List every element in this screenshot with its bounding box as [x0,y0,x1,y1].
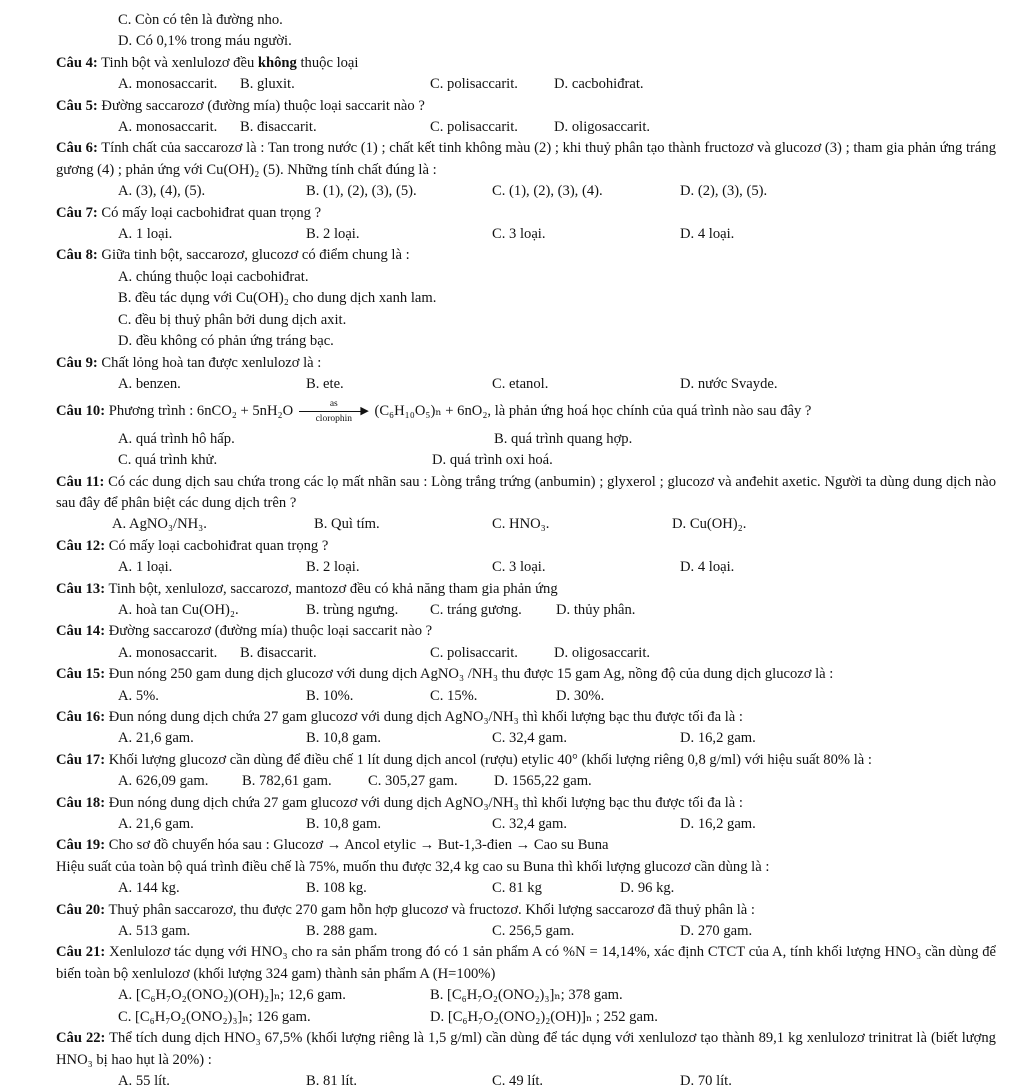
question-16: Câu 16: Đun nóng dung dịch chứa 27 gam glucozơ với dung dịch AgNO₃/NH₃ thì khối lượng bạc thu được tối đa là : [56,709,743,725]
emphasis: không [257,54,297,71]
option-d: D. nước Svayde. [680,375,778,392]
option-d: D. cacbohiđrat. [554,76,644,93]
options-row [56,771,996,792]
option-c: C. 3 loại. [492,559,546,576]
option-d: D. oligosaccarit. [554,119,651,136]
option-a: A. hoà tan Cu(OH)₂. [118,601,239,618]
arrow-condition-top: as [329,398,338,409]
option-b: B. 10,8 gam. [306,816,381,833]
option-c: C. Còn có tên là đường nho. [118,12,283,28]
question-22: Câu 22: Thể tích dung dịch HNO₃ 67,5% (khối lượng riêng là 1,5 g/ml) cần dùng để tác dụng với xenlulozơ tạo thành 89,1 kg xenlulozơ trinitrat là (biết lượng HNO₃ bị hao hụt là 20%) : [56,1030,996,1068]
option-b: B. 2 loại. [306,226,360,243]
option-c: C. 49 lít. [492,1072,544,1089]
option-d: D. oligosaccarit. [554,644,651,661]
option-a: A. 513 gam. [118,923,191,940]
option-b: B. 10,8 gam. [306,730,381,747]
options-row [56,374,996,395]
option-a: A. (3), (4), (5). [118,183,206,200]
option-c: C. quá trình khử. [118,452,218,469]
option-d: D. 4 loại. [680,226,735,243]
options-row [56,643,996,664]
option-b: B. đisaccarit. [240,644,317,661]
option-d: D. quá trình oxi hoá. [432,452,553,469]
options-row [56,985,996,1006]
option-b: B. 782,61 gam. [242,773,332,790]
question-8: Câu 8: Giữa tinh bột, saccarozơ, glucozơ có điểm chung là : [56,247,410,264]
question-6: Câu 6: Tính chất của saccarozơ là : Tan trong nước (1) ; chất kết tinh không màu (2) ; khi thuỷ phân tạo thành fructozơ và glucozơ (3) ; tham gia phản ứng tráng gương (4) ; phản ứng với Cu(OH)₂ (5). Những tính chất đúng là : [56,140,996,178]
option-d: D. [C₆H₇O₂(ONO₂)₂(OH)]ₙ ; 252 gam. [430,1008,658,1025]
question-4: Câu 4: Tinh bột và xenlulozơ đều không thuộc loại [56,54,359,71]
option-d: D. 4 loại. [680,559,735,576]
option-a: A. monosaccarit. [118,644,218,661]
question-11: Câu 11: Có các dung dịch sau chứa trong các lọ mất nhãn sau : Lòng trắng trứng (anbumin) ; glyxerol ; glucozơ và anđehit axetic. Người ta dùng dung dịch nào sau đây để phân biệt các dung dịch trên ? [56,473,996,511]
option-b: B. 81 lít. [306,1072,358,1089]
question-20: Câu 20: Thuỷ phân saccarozơ, thu được 270 gam hỗn hợp glucozơ và fructozơ. Khối lượng saccarozơ đã thuỷ phân là : [56,901,755,918]
options-row [56,429,996,450]
options-row [56,1071,996,1092]
option-a: A. 626,09 gam. [118,773,209,790]
option-b: B. quá trình quang hợp. [494,430,633,447]
option-a: A. 21,6 gam. [118,730,194,747]
question-13: Câu 13: Tinh bột, xenlulozơ, saccarozơ, mantozơ đều có khả năng tham gia phản ứng [56,580,558,597]
option-d: D. Có 0,1% trong máu người. [118,33,292,50]
option-a: A. quá trình hô hấp. [118,430,235,447]
option-c: C. đều bị thuỷ phân bởi dung dịch axit. [118,311,347,328]
option-a: A. monosaccarit. [118,76,218,93]
options-row [56,600,996,621]
option-c: C. 81 kg [492,880,542,897]
option-b: B. [C₆H₇O₂(ONO₂)₃]ₙ; 378 gam. [430,987,623,1004]
question-21: Câu 21: Xenlulozơ tác dụng với HNO₃ cho ra sản phẩm trong đó có 1 sản phẩm A có %N = 14,14%, xác định CTCT của A, tính khối lượng HNO₃ cần dùng để biến toàn bộ xenlulozơ (khối lượng 324 gam) thành sản phẩm A (H=100%) [56,944,996,982]
question-15: Câu 15: Đun nóng 250 gam dung dịch glucozơ với dung dịch AgNO₃ /NH₃ thu được 15 gam Ag, nồng độ của dung dịch glucozơ là : [56,666,834,683]
options-row [56,514,996,535]
options-row [56,74,996,95]
option-c: C. polisaccarit. [430,119,518,136]
options-row [56,1007,996,1028]
options-row [56,728,996,749]
option-a: A. 5%. [118,687,159,704]
option-c: C. HNO₃. [492,516,550,533]
options-row [56,921,996,942]
options-row [56,450,996,471]
option-d: D. thủy phân. [556,601,636,618]
option-c: C. 305,27 gam. [368,773,458,790]
question-5: Câu 5: Đường saccarozơ (đường mía) thuộc loại saccarit nào ? [56,97,425,114]
options-row [56,224,996,245]
option-d: D. đều không có phản ứng tráng bạc. [118,333,334,350]
option-b: B. Quì tím. [314,516,380,533]
option-b: B. 288 gam. [306,923,378,940]
option-c: C. etanol. [492,375,549,392]
question-14: Câu 14: Đường saccarozơ (đường mía) thuộc loại saccarit nào ? [56,623,433,640]
options-row [56,181,996,202]
option-b: B. trùng ngưng. [306,601,399,618]
options-row [56,814,996,835]
question-9: Câu 9: Chất lỏng hoà tan được xenlulozơ là : [56,354,322,371]
option-c: C. (1), (2), (3), (4). [492,183,603,200]
question-7: Câu 7: Có mấy loại cacbohiđrat quan trọng ? [56,204,322,221]
option-d: D. 1565,22 gam. [494,773,592,790]
option-c: C. tráng gương. [430,601,522,618]
question-17: Câu 17: Khối lượng glucozơ cần dùng để điều chế 1 lít dung dịch ancol (rượu) etylic 40° (khối lượng riêng 0,8 g/ml) với hiệu suất 80% là : [56,751,872,768]
option-d: D. 270 gam. [680,923,753,940]
question-label: Câu 4: [56,54,98,71]
option-c: C. 15%. [430,687,478,704]
option-c: C. 32,4 gam. [492,816,567,833]
option-a: A. AgNO₃/NH₃. [112,516,207,533]
option-b: B. đều tác dụng với Cu(OH)₂ cho dung dịch xanh lam. [118,290,437,307]
option-a: A. chúng thuộc loại cacbohiđrat. [118,268,309,285]
option-d: D. (2), (3), (5). [680,183,768,200]
option-b: B. ete. [306,375,344,392]
reaction-arrow: as ▶ clorophin [299,402,369,422]
question-19: Câu 19: Cho sơ đồ chuyển hóa sau : Glucozơ → Ancol etylic → But-1,3-đien → Cao su Buna [56,837,609,854]
option-a: A. 55 lít. [118,1072,170,1089]
option-b: B. 10%. [306,687,354,704]
option-b: B. đisaccarit. [240,119,317,136]
option-c: C. 256,5 gam. [492,923,575,940]
option-a: A. monosaccarit. [118,119,218,136]
option-c: C. polisaccarit. [430,76,518,93]
option-c: C. polisaccarit. [430,644,518,661]
option-d: D. 16,2 gam. [680,730,756,747]
option-a: A. benzen. [118,375,181,392]
question-12: Câu 12: Có mấy loại cacbohiđrat quan trọng ? [56,537,329,554]
option-d: D. 30%. [556,687,605,704]
option-c: C. [C₆H₇O₂(ONO₂)₃]ₙ; 126 gam. [118,1008,311,1025]
question-19-continued: Hiệu suất của toàn bộ quá trình điều chế là 75%, muốn thu được 32,4 kg cao su Buna thì khối lượng glucozơ cần dùng là : [56,858,770,875]
options-row [56,557,996,578]
option-d: D. 96 kg. [620,880,675,897]
option-c: C. 32,4 gam. [492,730,567,747]
options-row [56,878,996,899]
options-row [56,117,996,138]
question-18: Câu 18: Đun nóng dung dịch chứa 27 gam glucozơ với dung dịch AgNO₃/NH₃ thì khối lượng bạc thu được tối đa là : [56,794,743,811]
options-row [56,686,996,707]
option-d: D. 70 lít. [680,1072,732,1089]
option-c: C. 3 loại. [492,226,546,243]
option-a: A. [C₆H₇O₂(ONO₂)(OH)₂]ₙ; 12,6 gam. [118,987,346,1004]
option-a: A. 21,6 gam. [118,816,194,833]
option-b: B. 2 loại. [306,559,360,576]
question-10: Câu 10: Phương trình : 6nCO₂ + 5nH₂O as ▶ clorophin (C₆H₁₀O₅)ₙ + 6nO₂, là phản ứng hoá học chính của quá trình nào sau đây ? [56,398,812,424]
option-a: A. 1 loại. [118,226,173,243]
option-a: A. 1 loại. [118,559,173,576]
option-b: B. gluxit. [240,76,295,93]
option-b: B. (1), (2), (3), (5). [306,183,417,200]
option-d: D. 16,2 gam. [680,816,756,833]
arrow-condition-bottom: clorophin [315,413,353,424]
option-b: B. 108 kg. [306,880,367,897]
option-a: A. 144 kg. [118,880,180,897]
option-d: D. Cu(OH)₂. [672,516,747,533]
